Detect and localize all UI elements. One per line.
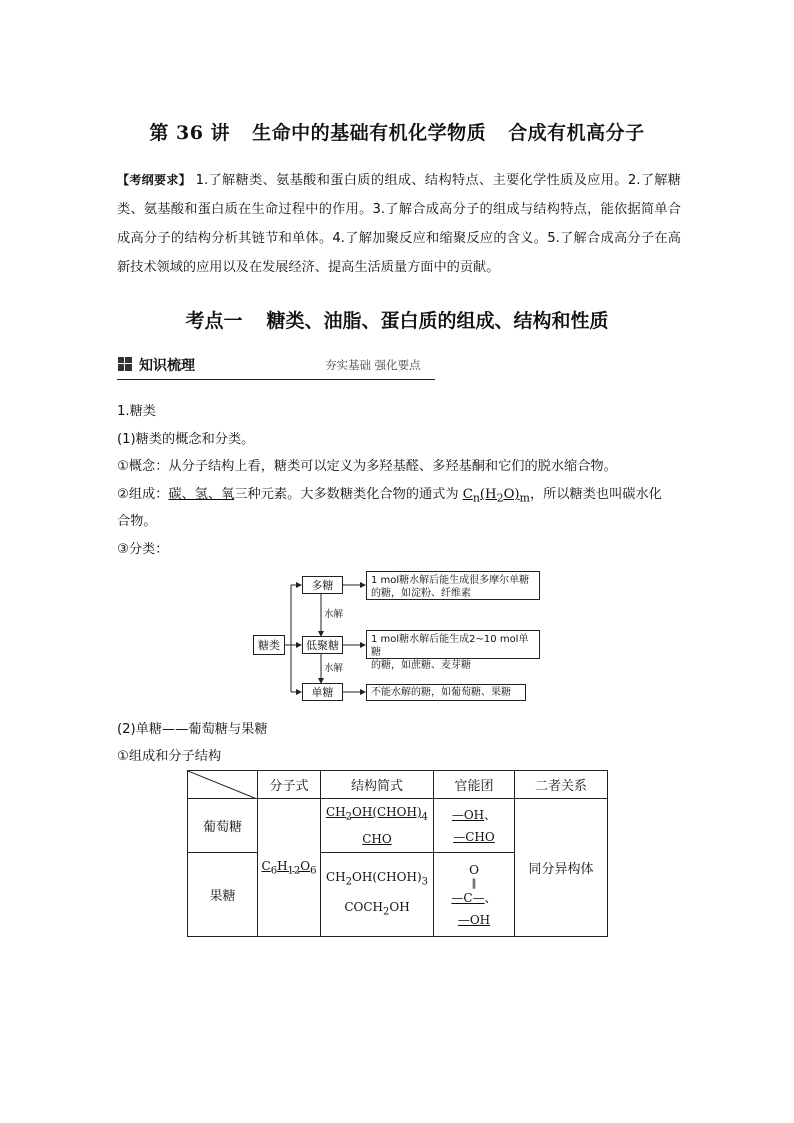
glucose-structure: $CH_2OH(CHOH)_4$ CHO xyxy=(321,799,434,853)
subheading-monosaccharides: (2)单糖——葡萄糖与果糖 xyxy=(117,722,268,737)
table-row-glucose xyxy=(188,799,608,853)
subheading-concept: (1)糖类的概念和分类。 xyxy=(117,432,255,447)
title-lecture-number: 第 36 讲 xyxy=(149,122,231,144)
composition-suffix: ，所以糖类也叫碳水化 xyxy=(529,487,662,502)
relation-value: 同分异构体 xyxy=(515,799,608,937)
title-secondary: 合成有机高分子 xyxy=(508,122,645,144)
table-header-row xyxy=(188,771,608,799)
node-carbohydrates: 糖类 xyxy=(253,635,285,655)
syllabus-requirements xyxy=(117,166,681,282)
section-heading: 糖类、油脂、蛋白质的组成、结构和性质 xyxy=(266,310,609,332)
arrow-label-hydrolysis-1: 水解 xyxy=(324,609,344,620)
composition-line xyxy=(117,483,662,505)
header-formula: 分子式 xyxy=(258,771,321,799)
composition-prefix: ②组成： xyxy=(117,487,169,502)
knowledge-banner xyxy=(117,353,435,380)
oligosaccharide-description: 1 mol糖水解后能生成2~10 mol单糖 的糖，如蔗糖、麦芽糖 xyxy=(366,630,540,659)
glucose-name: 葡萄糖 xyxy=(188,799,258,853)
page-title xyxy=(0,118,794,145)
composition-line-2: 合物。 xyxy=(117,514,157,529)
monosaccharide-table xyxy=(187,770,608,937)
node-polysaccharide: 多糖 xyxy=(302,576,343,594)
monosaccharide-description: 不能水解的糖，如葡萄糖、果糖 xyxy=(366,684,526,701)
header-structure: 结构简式 xyxy=(321,771,434,799)
fructose-name: 果糖 xyxy=(188,853,258,937)
composition-elements: 碳、氢、氧 xyxy=(168,487,235,502)
banner-label: 知识梳理 xyxy=(139,358,195,374)
header-relation: 二者关系 xyxy=(515,771,608,799)
composition-mid: 三种元素。大多数糖类化合物的通式为 xyxy=(234,487,463,502)
fructose-functional-groups: O ‖ —C—、 —OH xyxy=(434,853,515,937)
requirements-text: 1.了解糖类、氨基酸和蛋白质的组成、结构特点、主要化学性质及应用。2.了解糖类、氨基酸和蛋白质在生命过程中的作用。3.了解合成高分子的组成与结构特点，能依据简单合成高分子的结构分析其链节和单体。4.了解加聚反应和缩聚反应的含义。5.了解合成高分子在高新技术领域的应用以及在发展经济、提高生活质量方面中的贡献。 xyxy=(117,173,681,275)
requirements-tag: 【考纲要求】 xyxy=(117,173,192,187)
fructose-structure: $CH_2OH(CHOH)_3$ $COCH_2OH$ xyxy=(321,853,434,937)
glucose-functional-groups: —OH、 —CHO xyxy=(434,799,515,853)
concept-definition: ①概念：从分子结构上看，糖类可以定义为多羟基醛、多羟基酮和它们的脱水缩合物。 xyxy=(117,459,617,474)
heading-carbohydrates: 1.糖类 xyxy=(117,404,156,419)
classification-diagram xyxy=(253,568,543,706)
classification-label: ③分类： xyxy=(117,542,169,557)
molecular-formula: $C_6H_{12}O_6$ xyxy=(258,799,321,937)
banner-subtitle: 夯实基础 强化要点 xyxy=(325,358,421,372)
section-number: 考点一 xyxy=(185,310,243,332)
table-corner-cell xyxy=(188,771,258,799)
node-monosaccharide: 单糖 xyxy=(302,683,343,701)
polysaccharide-description: 1 mol糖水解后能生成很多摩尔单糖 的糖，如淀粉、纤维素 xyxy=(366,571,540,600)
node-oligosaccharide: 低聚糖 xyxy=(302,636,343,654)
subheading-structure: ①组成和分子结构 xyxy=(117,749,222,764)
section-title xyxy=(0,306,794,333)
arrow-label-hydrolysis-2: 水解 xyxy=(324,663,344,674)
header-functional-group: 官能团 xyxy=(434,771,515,799)
general-formula: $C_n(H_2O)_m$ xyxy=(462,487,530,505)
title-main: 生命中的基础有机化学物质 xyxy=(252,122,487,144)
banner-square-icon xyxy=(118,357,132,371)
